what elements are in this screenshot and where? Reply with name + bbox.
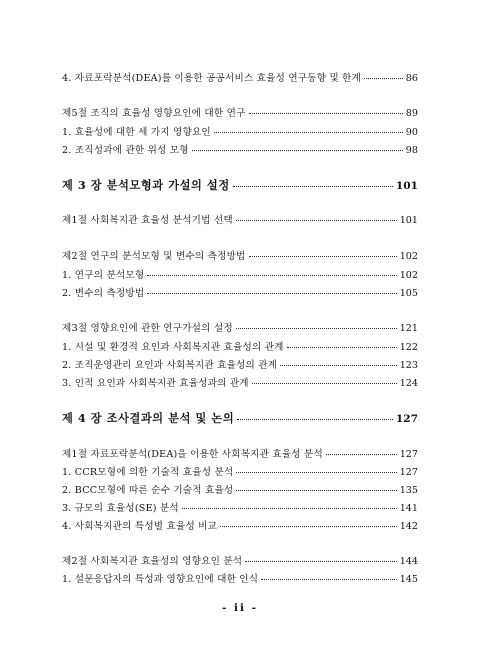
- toc-entry-title: 2. BCC모형에 따른 순수 기술적 효율성: [62, 485, 234, 496]
- toc-entry-page: 89: [405, 108, 418, 119]
- toc-chapter-page: 101: [395, 180, 418, 192]
- toc-entry: [62, 375, 418, 389]
- toc-entry: [62, 70, 418, 84]
- toc-leader-dots: [280, 365, 397, 366]
- toc-entry-page: 102: [399, 270, 418, 281]
- page-number: - ii -: [221, 602, 258, 614]
- toc-entry-title: 3. 규모의 효율성(SE) 분석: [62, 503, 179, 514]
- toc-entry-title: 제3절 영향요인에 관한 연구가설의 설정: [62, 323, 233, 334]
- toc-chapter-entry: [62, 177, 418, 193]
- toc-entry-title: 2. 변수의 측정방법: [62, 288, 145, 299]
- toc-leader-dots: [147, 275, 396, 276]
- toc-entry-page: 127: [399, 467, 418, 478]
- toc-entry-page: 141: [399, 503, 418, 514]
- toc-entry-title: 제5절 조직의 효율성 영향요인에 대한 연구: [62, 108, 246, 119]
- toc-entry-page: 145: [399, 574, 418, 585]
- toc-leader-dots: [236, 472, 396, 473]
- toc-entry-page: 101: [399, 215, 418, 226]
- toc-entry-title: 2. 조직성과에 관한 위성 모형: [62, 145, 189, 156]
- toc-entry-page: 105: [399, 288, 418, 299]
- toc-entry-page: 135: [399, 485, 418, 496]
- toc-entry-title: 1. 연구의 분석모형: [62, 270, 145, 281]
- toc-entry: [62, 518, 418, 532]
- toc-leader-dots: [364, 78, 403, 79]
- toc-entry: [62, 357, 418, 371]
- toc-leader-dots: [261, 579, 396, 580]
- toc-entry-page: 122: [399, 342, 418, 353]
- toc-leader-dots: [237, 419, 393, 420]
- toc-entry-page: 86: [405, 73, 418, 84]
- toc-entry: [62, 212, 418, 226]
- toc-leader-dots: [236, 328, 397, 329]
- toc-entry-title: 1. CCR모형에 의한 기술적 효율성 분석: [62, 467, 234, 478]
- toc-entry-page: 121: [399, 323, 418, 334]
- toc-leader-dots: [220, 526, 397, 527]
- toc-leader-dots: [252, 383, 397, 384]
- toc-entry-title: 2. 조직운영관리 요인과 사회복지관 효율성의 관계: [62, 360, 278, 371]
- toc-leader-dots: [287, 347, 397, 348]
- toc-entry-title: 제2절 사회복지관 효율성의 영향요인 분석: [62, 556, 243, 567]
- toc-leader-dots: [236, 220, 397, 221]
- toc-leader-dots: [245, 561, 396, 562]
- toc-chapter-page: 127: [395, 413, 418, 425]
- toc-chapter-title: 제 3 장 분석모형과 가설의 설정: [62, 178, 230, 192]
- toc-entry-page: 142: [399, 521, 418, 532]
- toc-entry: [62, 267, 418, 281]
- toc-entry: [62, 285, 418, 299]
- toc-entry: [62, 339, 418, 353]
- toc-chapter-title: 제 4 장 조사결과의 분석 및 논의: [62, 411, 235, 425]
- toc-leader-dots: [236, 490, 396, 491]
- toc-entry-page: 102: [399, 251, 418, 262]
- toc-entry: [62, 105, 418, 119]
- toc-entry: [62, 248, 418, 262]
- toc-leader-dots: [147, 293, 396, 294]
- toc-entry-title: 1. 시설 및 환경적 요인과 사회복지관 효율성의 관계: [62, 342, 284, 353]
- toc-entry-page: 98: [405, 145, 418, 156]
- toc-entry-title: 1. 효율성에 대한 세 가지 영향요인: [62, 127, 211, 138]
- toc-entry: [62, 500, 418, 514]
- toc-entry-page: 90: [405, 127, 418, 138]
- toc-leader-dots: [214, 132, 403, 133]
- toc-entry: [62, 482, 418, 496]
- toc-entry: [62, 446, 418, 460]
- toc-leader-dots: [249, 256, 397, 257]
- toc-entry-title: 제2절 연구의 분석모형 및 변수의 측정방법: [62, 251, 246, 262]
- toc-entry: [62, 553, 418, 567]
- toc-entry-title: 1. 설문응답자의 특성과 영향요인에 대한 인식: [62, 574, 259, 585]
- toc-leader-dots: [233, 186, 393, 187]
- toc-entry: [62, 320, 418, 334]
- toc-entry: [62, 142, 418, 156]
- toc-entry-page: 144: [399, 556, 418, 567]
- toc-entry-page: 124: [399, 378, 418, 389]
- toc-entry-title: 3. 인적 요인과 사회복지관 효율성과의 관계: [62, 378, 249, 389]
- toc-entry-page: 123: [399, 360, 418, 371]
- toc-entry-title: 제1절 사회복지관 효율성 분석기법 선택: [62, 215, 233, 226]
- toc-entry-title: 4. 자료포락분석(DEA)를 이용한 공공서비스 효율성 연구동향 및 한계: [62, 73, 362, 84]
- toc-entry-title: 4. 사회복지관의 특성별 효율성 비교: [62, 521, 218, 532]
- toc-entry-page: 127: [399, 449, 418, 460]
- toc-entry: [62, 124, 418, 138]
- toc-leader-dots: [192, 150, 403, 151]
- toc-entry-title: 제1절 자료포락분석(DEA)을 이용한 사회복지관 효율성 분석: [62, 449, 323, 460]
- toc-entry: [62, 571, 418, 585]
- toc-leader-dots: [182, 508, 397, 509]
- toc-leader-dots: [249, 113, 403, 114]
- toc-entry: [62, 464, 418, 478]
- toc-leader-dots: [326, 454, 397, 455]
- toc-chapter-entry: [62, 410, 418, 426]
